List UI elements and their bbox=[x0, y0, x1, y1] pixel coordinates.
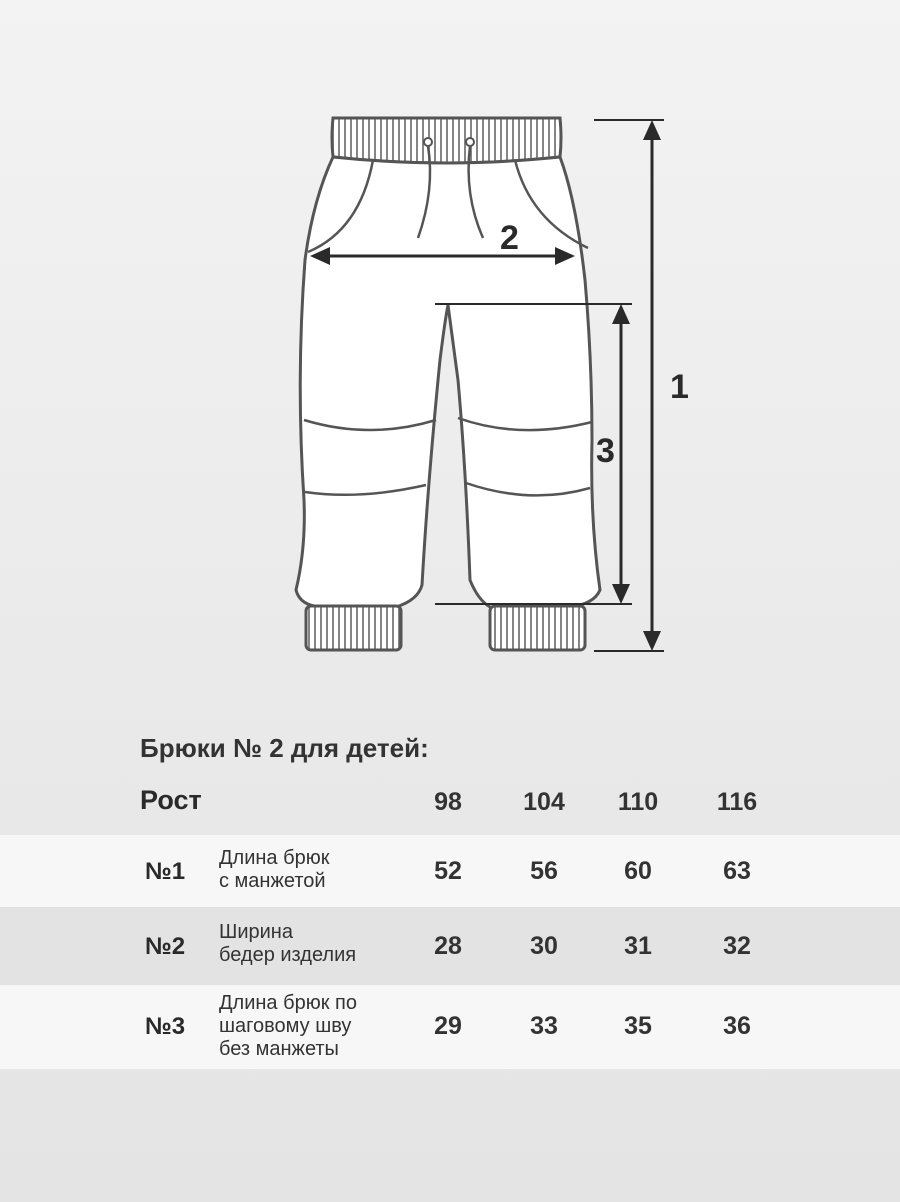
row-number: №1 bbox=[145, 858, 186, 885]
desc-line: шаговому шву bbox=[219, 1015, 352, 1037]
value-cell: 52 bbox=[434, 857, 462, 885]
value-cell: 32 bbox=[723, 932, 751, 960]
dim3-arrow-top bbox=[612, 304, 630, 324]
value-cell: 56 bbox=[530, 857, 558, 885]
row-number: №2 bbox=[145, 933, 186, 960]
desc-line: без манжеты bbox=[219, 1038, 339, 1060]
size-116: 116 bbox=[716, 788, 758, 816]
dim1-arrow-top bbox=[643, 120, 661, 140]
dim3-arrow-bottom bbox=[612, 584, 630, 604]
row-number: №3 bbox=[145, 1013, 186, 1040]
drawstring-eyelet-right bbox=[466, 138, 474, 146]
row-description bbox=[219, 921, 356, 967]
size-header-row bbox=[0, 782, 900, 822]
right-cuff bbox=[490, 606, 585, 650]
table-row bbox=[0, 835, 900, 907]
value-cell: 31 bbox=[624, 932, 652, 960]
value-cell: 63 bbox=[723, 857, 751, 885]
value-cell: 33 bbox=[530, 1012, 558, 1040]
waistband bbox=[332, 118, 561, 163]
value-cell: 60 bbox=[624, 857, 652, 885]
desc-line: Длина брюк bbox=[219, 847, 330, 869]
desc-line: бедер изделия bbox=[219, 944, 357, 966]
desc-line: с манжетой bbox=[219, 870, 326, 892]
row-description bbox=[219, 847, 329, 893]
dim1-label: 1 bbox=[670, 368, 689, 406]
value-cell: 30 bbox=[530, 932, 558, 960]
value-cell: 28 bbox=[434, 932, 462, 960]
dim2-label: 2 bbox=[500, 219, 519, 257]
left-cuff bbox=[306, 606, 401, 650]
size-110: 110 bbox=[617, 788, 659, 816]
value-cell: 35 bbox=[624, 1012, 652, 1040]
size-104: 104 bbox=[523, 788, 565, 816]
table-title: Брюки № 2 для детей: bbox=[140, 733, 429, 763]
desc-line: Длина брюк по bbox=[219, 992, 357, 1014]
dim3-label: 3 bbox=[596, 432, 615, 470]
size-98: 98 bbox=[434, 788, 462, 816]
row-description bbox=[219, 992, 357, 1061]
value-cell: 29 bbox=[434, 1012, 462, 1040]
desc-line: Ширина bbox=[219, 921, 293, 943]
value-cell: 36 bbox=[723, 1012, 751, 1040]
height-label: Рост bbox=[140, 785, 202, 815]
dim1-arrow-bottom bbox=[643, 631, 661, 651]
table-row bbox=[0, 907, 900, 985]
table-row bbox=[0, 985, 900, 1069]
drawstring-eyelet-left bbox=[424, 138, 432, 146]
